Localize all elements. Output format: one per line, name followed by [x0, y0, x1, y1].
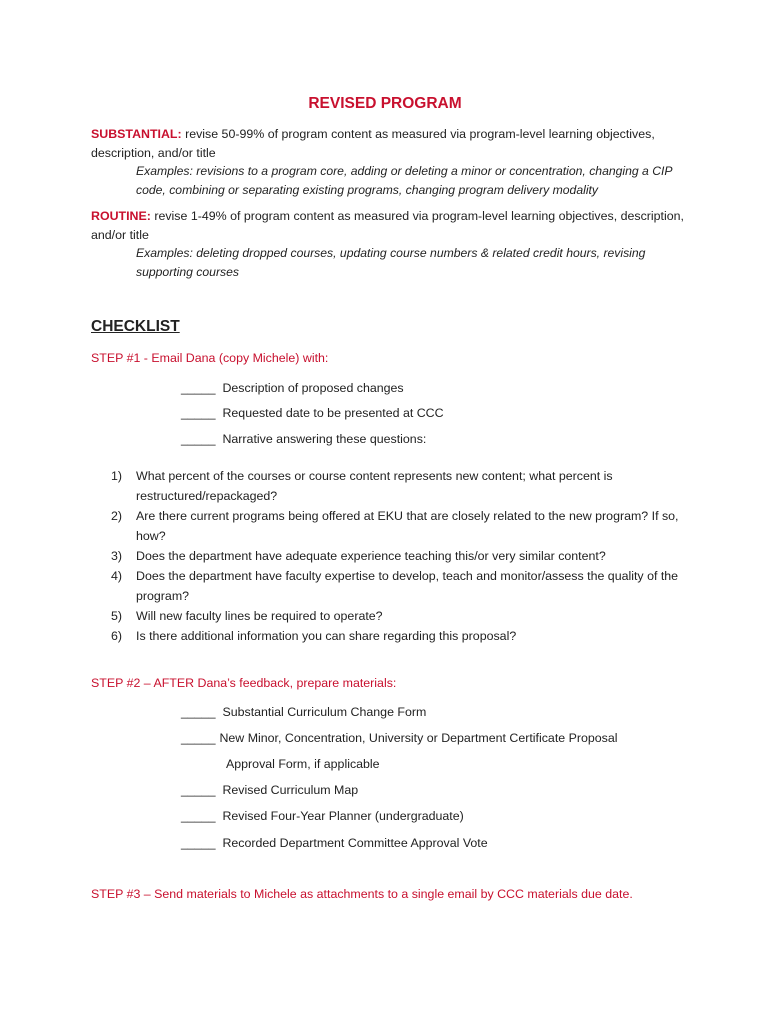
step1-item [181, 406, 444, 420]
step2-item-text: Revised Four-Year Planner (undergraduate) [222, 809, 464, 823]
question-item [111, 506, 686, 546]
question-text: Will new faculty lines be required to operate? [136, 609, 383, 623]
step1-item-text: Narrative answering these questions: [222, 432, 427, 446]
question-item [111, 466, 686, 506]
step2-item [181, 705, 426, 719]
step1-item-text: Requested date to be presented at CCC [222, 406, 444, 420]
checkbox-blank[interactable]: _____ [181, 406, 216, 420]
step2-item [181, 731, 618, 745]
step2-item-text: New Minor, Concentration, University or Department Certificate Proposal [219, 731, 618, 745]
checkbox-blank[interactable]: _____ [181, 381, 216, 395]
question-number: 4) [111, 569, 123, 583]
step2-item [181, 783, 358, 797]
checkbox-blank[interactable]: _____ [181, 731, 216, 745]
step1-item [181, 432, 426, 446]
routine-label: ROUTINE: [91, 209, 151, 223]
step2-item [181, 836, 488, 850]
question-text: Does the department have adequate experience teaching this/or very similar content? [136, 549, 606, 563]
question-text: Does the department have faculty expertise to develop, teach and monitor/assess the quality of the program? [136, 569, 679, 603]
narrative-questions-list [111, 466, 686, 646]
step2-item-text: Substantial Curriculum Change Form [222, 705, 427, 719]
question-number: 2) [111, 509, 123, 523]
step2-heading: STEP #2 – AFTER Dana’s feedback, prepare materials: [91, 676, 397, 690]
substantial-definition [91, 125, 691, 163]
substantial-label: SUBSTANTIAL: [91, 127, 182, 141]
question-item [111, 566, 686, 606]
step2-item-text: Recorded Department Committee Approval Vote [222, 836, 488, 850]
document-title: REVISED PROGRAM [308, 95, 462, 112]
question-number: 5) [111, 609, 123, 623]
step3-heading: STEP #3 – Send materials to Michele as attachments to a single email by CCC materials due date. [91, 887, 633, 901]
checkbox-blank[interactable]: _____ [181, 705, 216, 719]
question-text: What percent of the courses or course content represents new content; what percent is restructured/repackaged? [136, 469, 613, 503]
checklist-heading: CHECKLIST [91, 318, 180, 335]
checkbox-blank[interactable]: _____ [181, 809, 216, 823]
step1-item [181, 381, 404, 395]
step2-item-text: Revised Curriculum Map [222, 783, 359, 797]
step2-item-continuation: Approval Form, if applicable [226, 757, 380, 771]
step1-item-text: Description of proposed changes [222, 381, 404, 395]
routine-text: revise 1-49% of program content as measured via program-level learning objectives, description, and/or title [91, 209, 684, 242]
checkbox-blank[interactable]: _____ [181, 836, 216, 850]
substantial-examples: Examples: revisions to a program core, adding or deleting a minor or concentration, changing a CIP code, combining or separating existing programs, changing program delivery modality [136, 164, 673, 197]
substantial-text: revise 50-99% of program content as measured via program-level learning objectives, description, and/or title [91, 127, 655, 160]
checkbox-blank[interactable]: _____ [181, 432, 216, 446]
question-item [111, 626, 686, 646]
question-number: 6) [111, 629, 123, 643]
checkbox-blank[interactable]: _____ [181, 783, 216, 797]
question-text: Are there current programs being offered at EKU that are closely related to the new program? If so, how? [136, 509, 679, 543]
step2-item [181, 809, 464, 823]
question-number: 3) [111, 549, 123, 563]
question-item [111, 606, 686, 626]
routine-examples: Examples: deleting dropped courses, updating course numbers & related credit hours, revising supporting courses [136, 246, 646, 279]
question-item [111, 546, 686, 566]
routine-definition [91, 207, 691, 245]
question-text: Is there additional information you can share regarding this proposal? [136, 629, 517, 643]
step1-heading: STEP #1 - Email Dana (copy Michele) with: [91, 351, 329, 365]
question-number: 1) [111, 469, 123, 483]
